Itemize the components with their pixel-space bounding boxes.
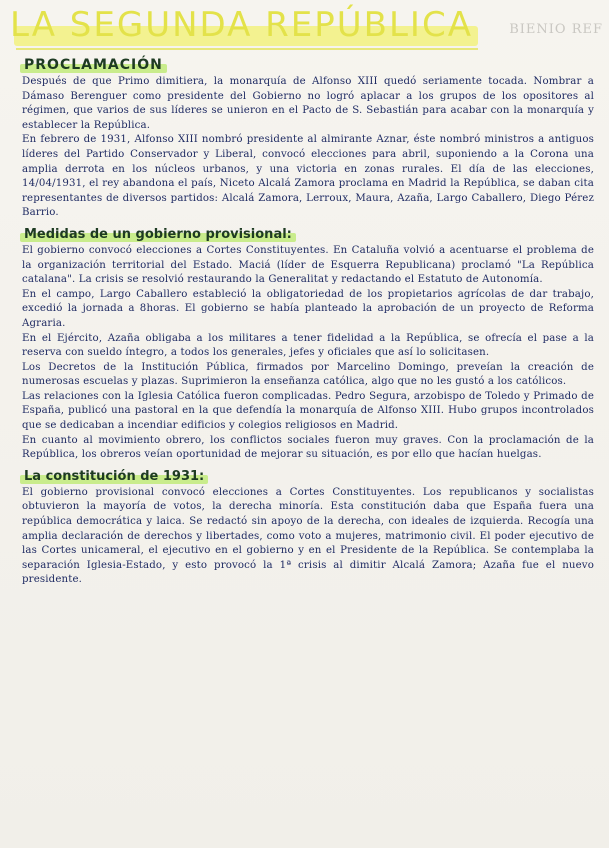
- section-proclamacion: [22, 54, 594, 74]
- paragraph: Los Decretos de la Institución Pública, firmados por Marcelino Domingo, preveían la creación de numerosas escuelas y plazas. Suprimieron la enseñanza católica, algo que no les gustó a los católicos.: [22, 361, 594, 388]
- page-title: LA SEGUNDA REPÚBLICA: [10, 5, 473, 45]
- paragraph: El gobierno provisional convocó elecciones a Cortes Constituyentes. Los republicanos y socialistas obtuvieron la mayoría de votos, la derecha minoría. Esta constitución daba que España fuera una república democrática y laica. Se redactó sin apoyo de la derecha, con ideales de izquierda. Recogía una amplia declaración de derechos y libertades, como voto a mujeres, matrimonio civil. El poder ejecutivo de las Cortes unicameral, el ejecutivo en el gobierno y en el Presidente de la República. Se contemplaba la separación Iglesia-Estado, y esto provocó la 1ª crisis al dimitir Alcalá Zamora; Azaña fue el nuevo presidente.: [22, 486, 594, 586]
- title-underline: [16, 48, 478, 50]
- paragraph: Las relaciones con la Iglesia Católica fueron complicadas. Pedro Segura, arzobispo de Toledo y Primado de España, publicó una pastoral en la que defendía la monarquía de Alfonso XIII. Hubo grupos incontrolados que se dedicaban a incendiar edificios y colegios religiosos en Madrid.: [22, 390, 594, 432]
- paragraph: En cuanto al movimiento obrero, los conflictos sociales fueron muy graves. Con la proclamación de la República, los obreros veían oportunidad de mejorar su situación, es por ello que hacían huelgas.: [22, 434, 594, 461]
- paragraph: En febrero de 1931, Alfonso XIII nombró presidente al almirante Aznar, éste nombró ministros a antiguos líderes del Partido Conservador y Liberal, convocó elecciones para abril, suponiendo a la Corona una amplia derrota en los núcleos urbanos, y una victoria en zonas rurales. El día de las elecciones, 14/04/1931, el rey abandona el país, Niceto Alcalá Zamora proclama en Madrid la República, se daban cita representantes de diversos partidos: Alcalá Zamora, Lerroux, Maura, Azaña, Largo Caballero, Diego Pérez Barrio.: [22, 134, 594, 219]
- paragraph: En el campo, Largo Caballero estableció la obligatoriedad de los propietarios agrícolas de dar trabajo, excedió la jornada a 8horas. El gobierno se había planteado la aprobación de un proyecto de Reforma Agraria.: [22, 288, 594, 329]
- paragraph: Después de que Primo dimitiera, la monarquía de Alfonso XIII quedó seriamente tocada. Nombrar a Dámaso Berenguer como presidente del Gobierno no logró aplacar a los grupos de los opositores al régimen, que varios de sus líderes se unieron en el Pacto de S. Sebastián para acabar con la monarquía y establecer la República.: [22, 76, 594, 131]
- heading-proclamacion: PROCLAMACIÓN: [20, 57, 167, 74]
- notes-content: [22, 52, 594, 588]
- section-constitucion: [22, 465, 594, 485]
- heading-medidas: Medidas de un gobierno provisional:: [20, 226, 296, 243]
- title-block: [10, 4, 490, 50]
- paragraph: En el Ejército, Azaña obligaba a los militares a tener fidelidad a la República, se ofrecía el pase a la reserva con sueldo íntegro, a todos los generales, jefes y oficiales que así lo solicitasen.: [22, 332, 594, 359]
- bleed-through-text: BIENIO REF: [509, 22, 603, 37]
- section-medidas: [22, 223, 594, 243]
- heading-constitucion: La constitución de 1931:: [20, 468, 208, 485]
- paragraph: El gobierno convocó elecciones a Cortes Constituyentes. En Cataluña volvió a acentuarse el problema de la organización territorial del Estado. Maciá (líder de Esquerra Republicana) proclamó "La República catalana". La crisis se resolvió restaurando la Generalitat y redactando el Estatuto de Autonomía.: [22, 244, 594, 286]
